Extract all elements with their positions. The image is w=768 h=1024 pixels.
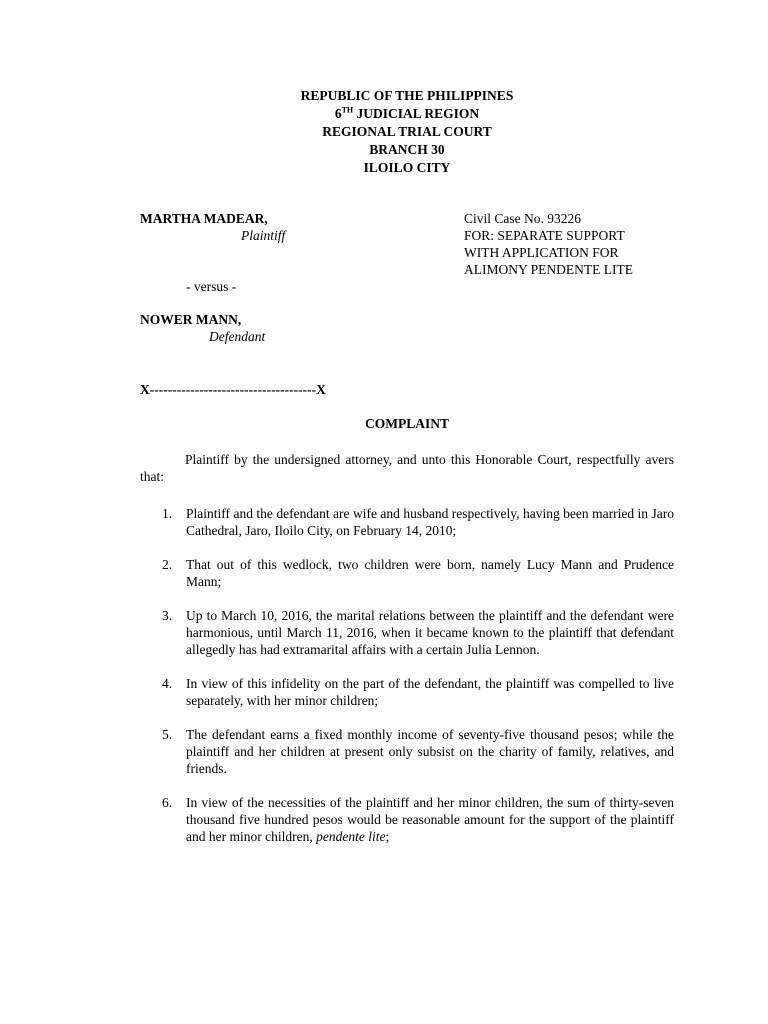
item-text: In view of this infidelity on the part of the defendant, the plaintiff was compelled to live separately, with her minor children;	[186, 676, 674, 708]
allegations-list	[140, 505, 674, 862]
list-item	[140, 794, 674, 845]
plaintiff-role: Plaintiff	[241, 228, 286, 243]
caption-separator: X-------------------------------------X	[140, 382, 326, 397]
item-text: Plaintiff and the defendant are wife and husband respectively, having been married in Jaro Cathedral, Jaro, Iloilo City, on February 14, 2010;	[186, 506, 674, 538]
list-item	[140, 726, 674, 777]
header-republic: REPUBLIC OF THE PHILIPPINES	[300, 88, 514, 103]
versus-text: - versus -	[186, 279, 237, 294]
defendant-name: NOWER MANN,	[140, 312, 242, 327]
item-number: 1.	[162, 506, 173, 521]
item-number: 6.	[162, 795, 173, 810]
item-text: Up to March 10, 2016, the marital relations between the plaintiff and the defendant were harmonious, until March 11, 2016, when it became known to the plaintiff that defendant allegedly has had extramarital affairs with a certain Julia Lennon.	[186, 608, 674, 657]
case-number: Civil Case No. 93226	[464, 211, 581, 226]
header-judicial-region: 6TH JUDICIAL REGION	[334, 105, 480, 121]
intro-paragraph: Plaintiff by the undersigned attorney, and unto this Honorable Court, respectfully avers that:	[140, 452, 674, 484]
header-court: REGIONAL TRIAL COURT	[322, 124, 492, 139]
item-text: The defendant earns a fixed monthly income of seventy-five thousand pesos; while the plaintiff and her children at present only subsist on the charity of family, relatives, and friends.	[186, 727, 674, 776]
case-for-line-3: ALIMONY PENDENTE LITE	[464, 262, 633, 277]
header-city: ILOILO CITY	[363, 160, 451, 175]
header-branch: BRANCH 30	[369, 142, 445, 157]
list-item	[140, 675, 674, 709]
pendente-lite-term: pendente lite	[316, 829, 386, 844]
item-number: 5.	[162, 727, 173, 742]
defendant-role: Defendant	[209, 329, 266, 344]
item-number: 3.	[162, 608, 173, 623]
item-text: That out of this wedlock, two children were born, namely Lucy Mann and Prudence Mann;	[186, 557, 674, 589]
case-for-line-2: WITH APPLICATION FOR	[464, 245, 619, 260]
case-caption	[464, 210, 684, 278]
case-for-line-1: FOR: SEPARATE SUPPORT	[464, 228, 625, 243]
court-header	[140, 87, 674, 177]
list-item	[140, 607, 674, 658]
list-item	[140, 556, 674, 590]
document-title: COMPLAINT	[365, 416, 449, 431]
item-text: In view of the necessities of the plaintiff and her minor children, the sum of thirty-seven thousand five hundred pesos would be reasonable amount for the support of the plaintiff and her minor children, pendente lite;	[186, 795, 674, 844]
item-number: 4.	[162, 676, 173, 691]
item-number: 2.	[162, 557, 173, 572]
plaintiff-name: MARTHA MADEAR,	[140, 211, 268, 226]
list-item	[140, 505, 674, 539]
